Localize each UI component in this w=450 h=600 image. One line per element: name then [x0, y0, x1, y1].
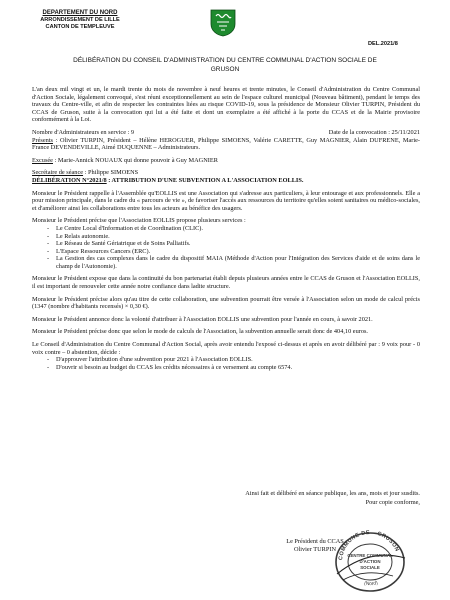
list-item: - D'ouvrir si besoin au budget du CCAS les crédits nécessaires à ce versement au compte 6574.	[56, 364, 420, 372]
decision-list	[32, 356, 420, 371]
present-members	[32, 137, 420, 152]
calculation-paragraph: Monsieur le Président précise alors qu'au titre de cette collaboration, une subvention pourrait être versée à l'Association selon un mode de calcul précis (1347 (nombre d'habitants recensés) × 0,30 €).	[32, 295, 420, 311]
document-body	[32, 86, 420, 376]
stamp-ring-bottom: (Nord)	[363, 579, 379, 588]
issuer-block	[30, 10, 130, 31]
deliberation-reference: DEL.2021/8	[368, 41, 398, 47]
deliberation-subject: : ATTRIBUTION D'UNE SUBVENTION A L'ASSOCIATION EOLLIS.	[106, 176, 304, 184]
svg-text:(Nord)	[364, 580, 379, 587]
signatory-name: Olivier TURPIN	[293, 546, 337, 553]
deliberation-heading	[32, 177, 420, 185]
excused-members	[32, 157, 420, 165]
closing-line-2: Pour copie conforme,	[365, 499, 420, 506]
list-item: - Le Relais autonomie.	[56, 233, 420, 241]
list-item: - D'approuver l'attribution d'une subvention pour 2021 à l'Association EOLLIS.	[56, 356, 420, 364]
arrondissement-name: ARRONDISSEMENT DE LILLE	[40, 17, 120, 23]
attendance-counts	[32, 129, 420, 137]
announcement-paragraph: Monsieur le Président annonce donc la volonté d'attribuer à l'Association EOLLIS une subvention pour l'année en cours, à savoir 2021.	[32, 315, 373, 323]
excused-label: Excusée	[32, 156, 53, 164]
canton-name: CANTON DE TEMPLEUVE	[45, 24, 115, 30]
stamp-ring-left: COMMUNE DE	[338, 529, 371, 561]
stamp-text-mid: D'ACTION	[359, 559, 381, 564]
svg-text:GRUSON	[376, 531, 399, 553]
closing-line-1: Ainsi fait et délibéré en séance publique, les ans, mois et jour susdits.	[245, 490, 420, 497]
department-name: DEPARTEMENT DU NORD	[42, 10, 118, 16]
amount-paragraph: Monsieur le Président précise donc que selon le mode de calculs de l'Association, la subvention annuelle serait donc de 404,10 euros.	[32, 328, 369, 336]
excused-list: : Marie-Annick NOUAUX qui donne pouvoir à Guy MAGNIER	[52, 156, 218, 164]
official-stamp	[333, 528, 407, 592]
title-line-1: DÉLIBÉRATION DU CONSEIL D'ADMINISTRATION DU CENTRE COMMUNAL D'ACTION SOCIALE DE	[73, 57, 377, 64]
decision-paragraph: Le Conseil d'Administration du Centre Communal d'Action Social, après avoir entendu l'exposé ci-dessus et après en avoir délibéré par : 9 voix pour - 0 voix contre – 0 abstention, décide :	[32, 341, 420, 356]
secretary-label: Secrétaire de séance	[32, 169, 84, 177]
session-secretary	[32, 169, 420, 177]
services-list	[32, 225, 420, 271]
document-title	[40, 57, 410, 74]
partnership-paragraph: Monsieur le Président expose que dans la continuité du bon partenariat établi depuis plusieurs années entre le CCAS de Gruson et l'Association EOLLIS, il est important de renouveler cette année notre confiance dans ladite structure.	[32, 275, 420, 291]
present-label: Présents	[32, 136, 53, 144]
coat-of-arms-logo	[210, 9, 236, 37]
list-item: - L'Espace Ressources Cancers (ERC).	[56, 248, 420, 256]
eollis-presentation: Monsieur le Président rappelle à l'Assemblée qu'EOLLIS est une Association qui s'adresse aux particuliers, à leur entourage et aux professionnels. Elle a pour mission principale, dans le cadre du « parcours de vie », de favoriser l'accès aux ressources du territoire qu'elles soient sanitaires ou médico-sociales, et d'améliorer ainsi les collaborations entre tous les acteurs au bénéfice des usagers.	[32, 189, 420, 212]
intro-paragraph: L'an deux mil vingt et un, le mardi trente du mois de novembre à neuf heures et trente minutes, le Conseil d'Administration du Centre Communal d'Action Sociale, légalement convoqué, s'est réuni exceptionnellement au sein de l'espace culturel municipal (Nouveau bâtiment), pendant le temps des travaux du Centre-ville, et afin de respecter les contraintes liées au risque COVID-19, sous la présidence de Monsieur Olivier TURPIN, Président du CCAS de Gruson, suite à la convocation qui lui a été faite et dont un exemplaire a été affiché à la porte du CCAS et de la Mairie provisoire conformément à la Loi.	[32, 86, 420, 124]
list-item: - Le Réseau de Santé Gériatrique et de Soins Palliatifs.	[56, 240, 420, 248]
list-item: - La Gestion des cas complexes dans le cadre du dispositif MAIA (Méthode d'Action pour l'Intégration des Services d'aide et de soins dans le champ de l'Autonomie).	[56, 255, 420, 270]
deliberation-number: DÉLIBÉRATION N°2021/8	[32, 176, 107, 184]
services-intro: Monsieur le Président précise que l'Association EOLLIS propose plusieurs services :	[32, 217, 246, 225]
stamp-text-bottom: SOCIALE	[360, 565, 380, 570]
present-list: : Olivier TURPIN, Président – Hélène HEROGUER, Philippe SIMOENS, Valérie CARETTE, Guy MAGNIER, Alain DUFRENE, Marie-France DEVENDEVILLE, Aimé DUQUENNE – Administrateurs.	[32, 136, 420, 152]
closing-block	[240, 489, 420, 507]
title-line-2: GRUSON	[210, 65, 240, 73]
convocation-date: Date de la convocation : 25/11/2021	[328, 128, 420, 136]
signatory-role: Le Président du CCAS	[286, 538, 344, 545]
stamp-ring-right: GRUSON	[376, 531, 400, 553]
stamp-text-top: CENTRE COMMUNAL	[347, 553, 393, 558]
members-count: Nombre d'Administrateurs en service : 9	[32, 128, 135, 136]
list-item: - Le Centre Local d'Information et de Coordination (CLIC).	[56, 225, 420, 233]
secretary-name: : Philippe SIMOENS	[83, 169, 139, 177]
